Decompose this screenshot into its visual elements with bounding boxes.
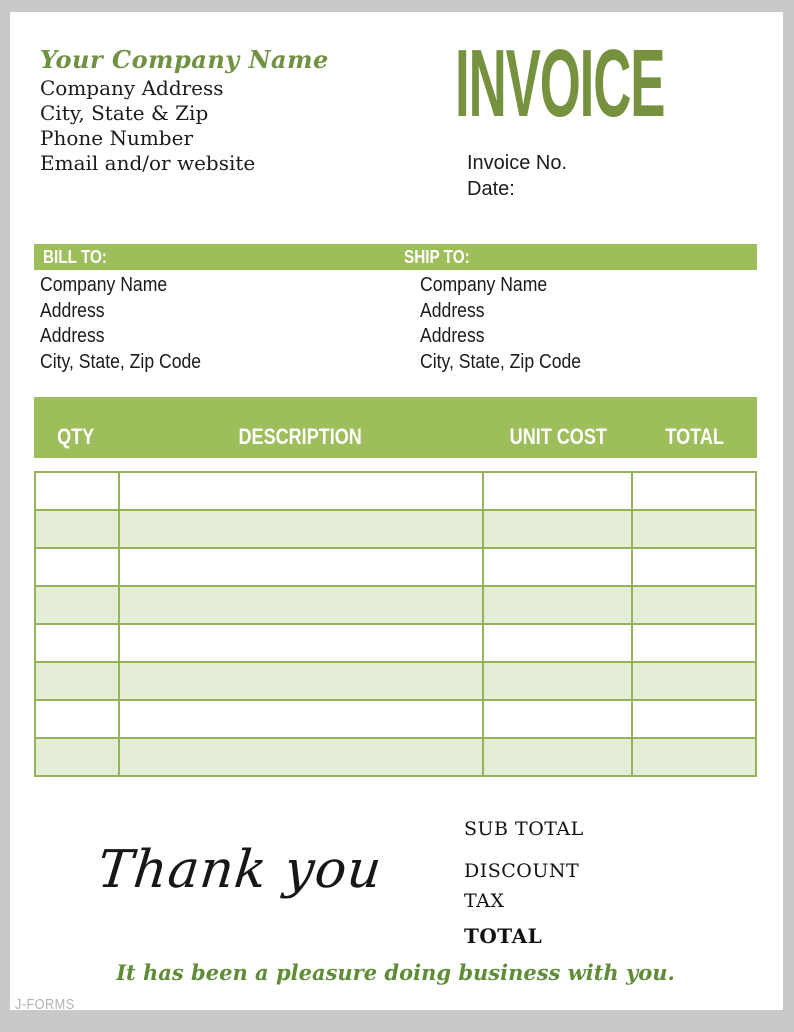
- table-cell: [119, 738, 483, 776]
- invoice-number-label: Invoice No.: [467, 152, 568, 174]
- table-cell: [632, 700, 756, 738]
- table-cell: [632, 548, 756, 586]
- table-cell: [483, 472, 633, 510]
- ship-to-address2: Address: [420, 325, 485, 347]
- bill-to-block: [40, 273, 201, 375]
- invoice-page: [10, 12, 783, 1013]
- party-header-bar: [34, 244, 757, 270]
- company-email-line: Email and/or website: [40, 151, 256, 175]
- table-cell: [483, 738, 633, 776]
- ship-to-address1: Address: [420, 299, 485, 322]
- table-cell: [632, 738, 756, 776]
- invoice-date-label: Date:: [467, 178, 515, 200]
- table-cell: [119, 624, 483, 662]
- table-row: [35, 586, 756, 624]
- description-column-header: [118, 424, 483, 450]
- unit-cost-header-label: UNIT COST: [509, 424, 607, 449]
- ship-to-city: City, State, Zip Code: [420, 350, 582, 373]
- thank-you-script: Thank you: [94, 840, 386, 900]
- invoice-title: INVOICE: [455, 30, 665, 137]
- company-address-line: Company Address: [40, 76, 224, 100]
- company-city-line: City, State & Zip: [40, 101, 209, 125]
- table-cell: [483, 510, 633, 548]
- table-cell: [35, 586, 119, 624]
- items-table: [34, 471, 757, 777]
- table-cell: [632, 624, 756, 662]
- bill-to-city: City, State, Zip Code: [40, 350, 202, 373]
- table-cell: [632, 472, 756, 510]
- sub-total-label: SUB TOTAL: [464, 818, 584, 840]
- company-phone-line: Phone Number: [40, 126, 193, 150]
- ship-to-company: Company Name: [420, 274, 548, 296]
- bill-to-label: BILL TO:: [43, 247, 108, 267]
- table-cell: [483, 548, 633, 586]
- table-cell: [119, 586, 483, 624]
- tax-label: TAX: [464, 890, 505, 912]
- items-table-body: [35, 472, 756, 776]
- grand-total-label: TOTAL: [464, 924, 543, 948]
- table-row: [35, 662, 756, 700]
- bill-to-address1: Address: [40, 299, 105, 322]
- items-table-header: [34, 397, 757, 458]
- brand-watermark: J-FORMS: [15, 996, 75, 1013]
- table-row: [35, 700, 756, 738]
- discount-label: DISCOUNT: [464, 860, 580, 882]
- table-cell: [35, 662, 119, 700]
- table-cell: [483, 700, 633, 738]
- table-row: [35, 738, 756, 776]
- table-cell: [35, 510, 119, 548]
- bill-to-address2: Address: [40, 325, 105, 347]
- qty-column-header: [34, 424, 118, 450]
- table-row: [35, 548, 756, 586]
- table-cell: [483, 662, 633, 700]
- table-cell: [35, 738, 119, 776]
- description-header-label: DESCRIPTION: [238, 424, 363, 449]
- table-cell: [632, 510, 756, 548]
- total-column-header: [633, 424, 757, 450]
- table-cell: [35, 548, 119, 586]
- table-row: [35, 510, 756, 548]
- table-cell: [119, 662, 483, 700]
- company-address-block: [40, 76, 255, 176]
- table-cell: [119, 510, 483, 548]
- table-cell: [119, 472, 483, 510]
- unit-cost-column-header: [483, 424, 633, 450]
- table-cell: [483, 624, 633, 662]
- table-cell: [483, 586, 633, 624]
- qty-header-label: QTY: [57, 424, 95, 449]
- table-cell: [632, 586, 756, 624]
- table-cell: [632, 662, 756, 700]
- table-cell: [35, 700, 119, 738]
- total-header-label: TOTAL: [665, 424, 725, 449]
- table-row: [35, 624, 756, 662]
- table-cell: [35, 624, 119, 662]
- closing-message: It has been a pleasure doing business with you.: [116, 960, 675, 985]
- invoice-meta: [467, 150, 567, 202]
- bill-to-company: Company Name: [40, 274, 168, 296]
- ship-to-block: [420, 273, 581, 375]
- table-cell: [119, 700, 483, 738]
- table-cell: [119, 548, 483, 586]
- table-row: [35, 472, 756, 510]
- company-name: Your Company Name: [40, 45, 329, 74]
- table-cell: [35, 472, 119, 510]
- ship-to-label: SHIP TO:: [404, 247, 470, 267]
